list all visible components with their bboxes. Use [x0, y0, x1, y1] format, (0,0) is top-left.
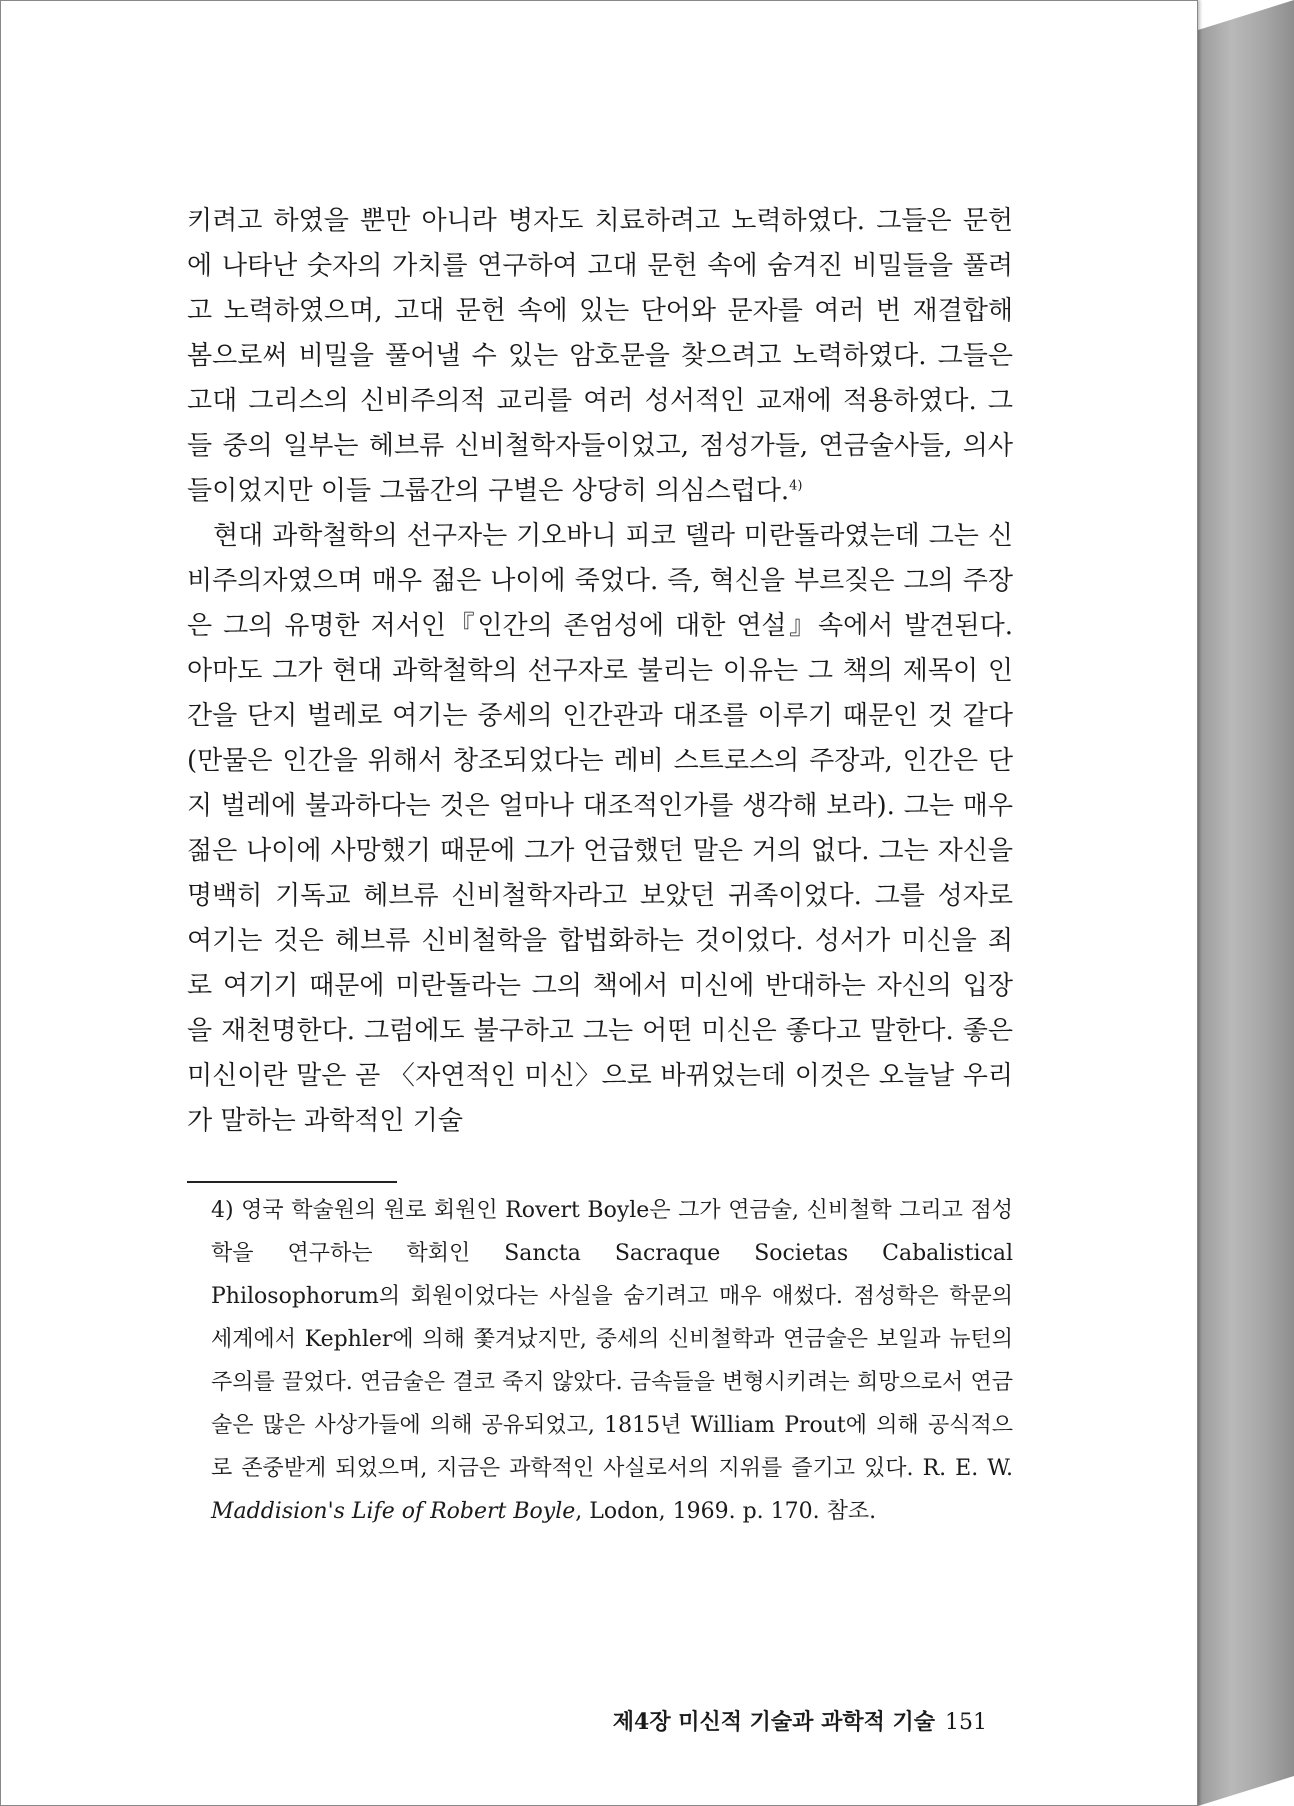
running-footer	[613, 1705, 987, 1736]
footnote-divider	[187, 1181, 397, 1183]
body-text	[187, 199, 1013, 1144]
paragraph-1-text: 키려고 하였을 뿐만 아니라 병자도 치료하려고 노력하였다. 그들은 문헌에 나타난 숫자의 가치를 연구하여 고대 문헌 속에 숨겨진 비밀들을 풀려고 노력하였으며, 고대 문헌 속에 있는 단어와 문자를 여러 번 재결합해 봄으로써 비밀을 풀어낼 수 있는 암호문을 찾으려고 노력하였다. 그들은 고대 그리스의 신비주의적 교리를 여러 성서적인 교재에 적용하였다. 그들 중의 일부는 헤브류 신비철학자들이었고, 점성가들, 연금술사들, 의사들이었지만 이들 그룹간의 구별은 상당히 의심스럽다.	[187, 206, 1013, 506]
chapter-title: 제4장 미신적 기술과 과학적 기술	[612, 1709, 935, 1735]
paragraph-1	[187, 199, 1013, 514]
footnote	[211, 1189, 1013, 1533]
footnote-citation-tail: , Lodon, 1969. p. 170. 참조.	[575, 1499, 877, 1524]
page-number: 151	[945, 1710, 987, 1735]
footnote-reference: 4)	[789, 478, 803, 494]
book-page-edge	[1198, 0, 1294, 1806]
footnote-book-title: Maddision's Life of Robert Boyle	[211, 1499, 576, 1524]
footnote-text: 4) 영국 학술원의 원로 회원인 Rovert Boyle은 그가 연금술, 신비철학 그리고 점성학을 연구하는 학회인 Sancta Sacraque Societas Cabalistical Philosophorum의 회원이었다는 사실을 숨기려고 매우 애썼다. 점성학은 학문의 세계에서 Kephler에 의해 쫓겨났지만, 중세의 신비철학과 연금술은 보일과 뉴턴의 주의를 끌었다. 연금술은 결코 죽지 않았다. 금속들을 변형시키려는 희망으로서 연금술은 많은 사상가들에 의해 공유되었고, 1815년 William Prout에 의해 공식적으로 존중받게 되었으며, 지금은 과학적인 사실로서의 지위를 즐기고 있다. R. E. W.	[211, 1198, 1013, 1481]
paragraph-2: 현대 과학철학의 선구자는 기오바니 피코 델라 미란돌라였는데 그는 신비주의자였으며 매우 젊은 나이에 죽었다. 즉, 혁신을 부르짖은 그의 주장은 그의 유명한 저서인『인간의 존엄성에 대한 연설』속에서 발견된다. 아마도 그가 현대 과학철학의 선구자로 불리는 이유는 그 책의 제목이 인간을 단지 벌레로 여기는 중세의 인간관과 대조를 이루기 때문인 것 같다(만물은 인간을 위해서 창조되었다는 레비 스트로스의 주장과, 인간은 단지 벌레에 불과하다는 것은 얼마나 대조적인가를 생각해 보라). 그는 매우 젊은 나이에 사망했기 때문에 그가 언급했던 말은 거의 없다. 그는 자신을 명백히 기독교 헤브류 신비철학자라고 보았던 귀족이었다. 그를 성자로 여기는 것은 헤브류 신비철학을 합법화하는 것이었다. 성서가 미신을 죄로 여기기 때문에 미란돌라는 그의 책에서 미신에 반대하는 자신의 입장을 재천명한다. 그럼에도 불구하고 그는 어떤 미신은 좋다고 말한다. 좋은 미신이란 말은 곧 〈자연적인 미신〉으로 바뀌었는데 이것은 오늘날 우리가 말하는 과학적인 기술	[187, 521, 1013, 1136]
